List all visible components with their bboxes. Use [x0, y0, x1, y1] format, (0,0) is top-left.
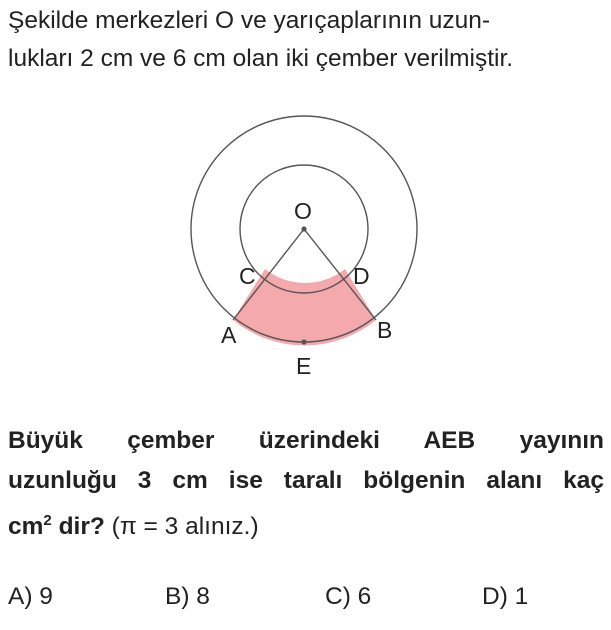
option-d[interactable]: D) 1: [482, 583, 529, 610]
option-a[interactable]: A) 9: [8, 583, 53, 610]
pi-note: (π = 3 alınız.): [104, 513, 259, 541]
option-c[interactable]: C) 6: [325, 583, 372, 610]
label-E: E: [296, 353, 312, 379]
answer-options: [0, 583, 611, 617]
label-A: A: [221, 322, 237, 348]
intro-line-1: Şekilde merkezleri O ve yarıçaplarının uzun-: [8, 7, 491, 34]
label-C: C: [239, 263, 256, 289]
question-line-2: uzunluğu 3 cm ise taralı bölgenin alanı kaç: [8, 467, 604, 494]
intro-line-2: lukları 2 cm ve 6 cm olan iki çember verilmiştir.: [8, 45, 514, 72]
point-O: [301, 226, 306, 231]
question-ending: dir?: [51, 513, 105, 541]
unit-cm: cm: [8, 513, 44, 541]
unit-exponent: 2: [43, 512, 52, 529]
label-O: O: [294, 198, 312, 224]
point-E: [301, 339, 306, 344]
label-B: B: [377, 317, 393, 343]
question-text: [8, 421, 604, 547]
question-line-1: Büyük çember üzerindeki AEB yayının: [8, 427, 604, 454]
question-line-3: [8, 501, 604, 547]
label-D: D: [353, 263, 370, 289]
option-b[interactable]: B) 8: [165, 583, 210, 610]
